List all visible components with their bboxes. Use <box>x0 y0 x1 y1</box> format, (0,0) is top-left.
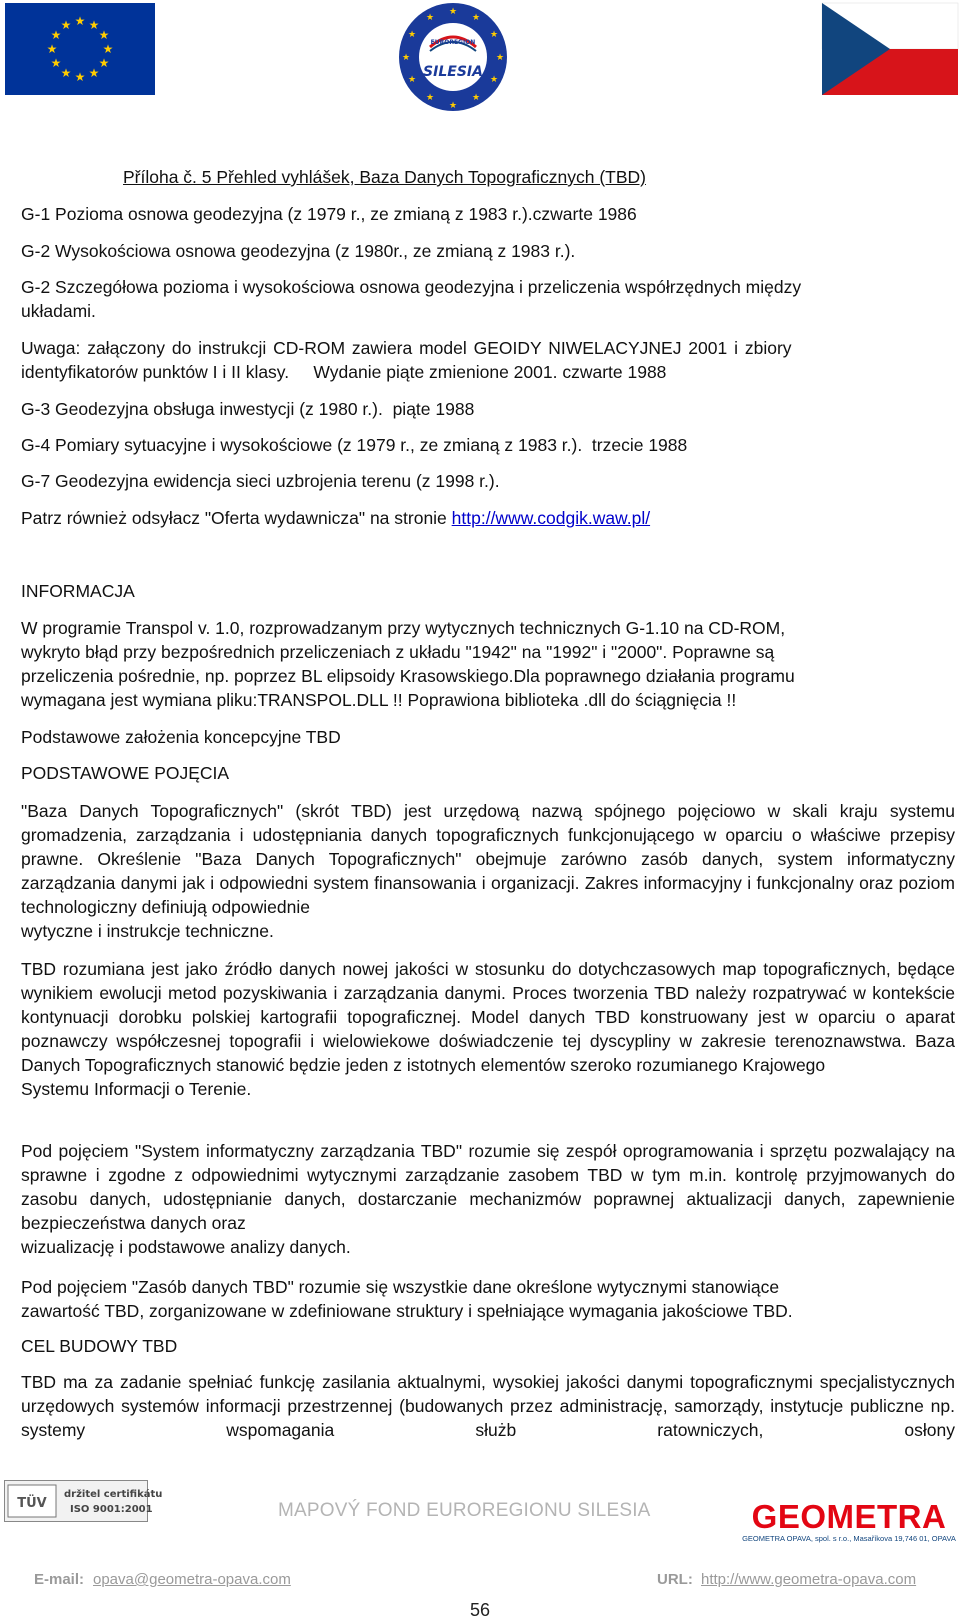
svg-text:GEOMETRA OPAVA, spol. s r.o.,: GEOMETRA OPAVA, spol. s r.o., Masaříkova 19,746 01, OPAVA <box>742 1534 956 1543</box>
svg-text:★: ★ <box>60 18 72 32</box>
informacja-line-3: przeliczenia pośrednie, np. poprzez BL elipsoidy Krasowskiego.Dla poprawnego działania programu <box>21 666 795 686</box>
page-number: 56 <box>470 1600 491 1620</box>
paragraph-tbd-definition <box>21 799 955 943</box>
paragraph-system-body: Pod pojęciem "System informatyczny zarządzania TBD" rozumie się zespół oprogramowania i sprzętu pozwalający na sprawne i zgodne z odpowiednimi wytycznymi zarządzanie zasobem TBD w tym m.in. kontrolę przyjmowanych do zasobu danych, udostępnianie danych, dostarczanie mechanizmów poprawnej aktualizacji danych, zapewnienie bezpieczeństwa danych oraz <box>21 1141 955 1233</box>
list-item-g3: G-3 Geodezyjna obsługa inwestycji (z 1980 r.). piąte 1988 <box>21 399 475 419</box>
svg-text:EUROREGION: EUROREGION <box>430 39 476 46</box>
euroregion-silesia-logo <box>398 2 508 112</box>
footer-email-label: E-mail: <box>34 1571 85 1588</box>
codgik-link[interactable]: http://www.codgik.waw.pl/ <box>451 508 651 528</box>
footer-email-link[interactable]: opava@geometra-opava.com <box>93 1571 291 1588</box>
svg-text:★: ★ <box>50 56 62 70</box>
informacja-line-4: wymagana jest wymiana pliku:TRANSPOL.DLL !! Poprawiona biblioteka .dll do ściągnięcia !! <box>21 690 737 710</box>
svg-text:★: ★ <box>489 30 499 40</box>
tuv-certificate-logo <box>4 1480 163 1522</box>
paragraph-tbd-source <box>21 957 955 1101</box>
see-also-line <box>21 507 650 529</box>
see-also-text: Patrz również odsyłacz "Oferta wydawnicza" na stronie <box>21 508 452 528</box>
footer-url-label: URL: <box>657 1571 693 1588</box>
paragraph-cel <box>21 1370 955 1466</box>
svg-text:★: ★ <box>448 101 458 111</box>
svg-text:★: ★ <box>407 75 417 85</box>
svg-text:★: ★ <box>74 70 86 84</box>
paragraph-system-end: wizualizację i podstawowe analizy danych. <box>21 1237 351 1257</box>
svg-text:★: ★ <box>471 13 481 23</box>
list-item-g1: G-1 Pozioma osnowa geodezyjna (z 1979 r., ze zmianą z 1983 r.).czwarte 1986 <box>21 204 637 224</box>
svg-text:držitel certifikátu: držitel certifikátu <box>64 1489 163 1500</box>
svg-text:TÜV: TÜV <box>17 1496 47 1511</box>
document-title: Příloha č. 5 Přehled vyhlášek, Baza Danych Topograficznych (TBD) <box>123 167 646 187</box>
geometra-logo <box>738 1496 960 1544</box>
svg-text:★: ★ <box>46 42 58 56</box>
svg-text:★: ★ <box>98 28 110 42</box>
svg-text:★: ★ <box>60 66 72 80</box>
list-item-g2-continuation: układami. <box>21 301 96 321</box>
informacja-heading: INFORMACJA <box>21 581 135 601</box>
svg-text:GEOMETRA: GEOMETRA <box>751 1498 947 1535</box>
svg-text:★: ★ <box>471 93 481 103</box>
paragraph-tbd-definition-body: "Baza Danych Topograficznych" (skrót TBD) jest urzędową nazwą spójnego pojęciowo w skali kraju systemu gromadzenia, zarządzania i udostępniania danych topograficznych funkcjonującego w oparciu o właściwe przepisy prawne. Określenie "Baza Danych Topograficznych" obejmuje zarówno zasób danych, system informatyczny zarządzania danymi jak i odpowiedni system finansowania i organizacji. Zakres informacyjny i funkcjonalny oraz poziom technologiczny definiują odpowiednie <box>21 801 955 917</box>
svg-text:★: ★ <box>425 13 435 23</box>
paragraph-cel-body: TBD ma za zadanie spełniać funkcję zasilania aktualnymi, wysokiej jakości danymi topograficznymi specjalistycznych urzędowych systemów informacji przestrzennej (budowanych przez administrację, samorządy, instytucje publiczne np. systemy wspomagania służb ratowniczych, osłony <box>21 1372 955 1440</box>
list-item-g7: G-7 Geodezyjna ewidencja sieci uzbrojenia terenu (z 1998 r.). <box>21 471 500 491</box>
section-heading-zalozenia: Podstawowe założenia koncepcyjne TBD <box>21 727 341 747</box>
svg-text:★: ★ <box>102 42 114 56</box>
paragraph-system <box>21 1139 955 1259</box>
paragraph-zasob <box>21 1275 955 1323</box>
paragraph-tbd-source-body: TBD rozumiana jest jako źródło danych nowej jakości w stosunku do dotychczasowych map topograficznych, będące wynikiem ewolucji metod pozyskiwania i zarządzania danymi. Proces tworzenia TBD należy rozpatrywać w kontekście kontynuacji dorobku polskiej kartografii topograficznej. Model danych TBD konstruowany jest w oparciu o aparat poznawczy współczesnej topografii i wielowiekowe doświadczenie tej dyscypliny w zakresie terenoznawstwa. Baza Danych Topograficznych stanowić będzie jeden z istotnych elementów szeroko rozumianego Krajowego <box>21 959 955 1075</box>
section-heading-pojecia: PODSTAWOWE POJĘCIA <box>21 763 230 783</box>
svg-text:★: ★ <box>401 53 411 63</box>
svg-text:ISO 9001:2001: ISO 9001:2001 <box>70 1504 153 1515</box>
uwaga-line-1: Uwaga: załączony do instrukcji CD-ROM zawiera model GEOIDY NIWELACYJNEJ 2001 i zbiory <box>21 338 792 358</box>
paragraph-tbd-definition-end: wytyczne i instrukcje techniczne. <box>21 921 274 941</box>
list-item-g2-szczegolowa: G-2 Szczegółowa pozioma i wysokościowa osnowa geodezyjna i przeliczenia współrzędnych między <box>21 277 802 297</box>
uwaga-line-2: identyfikatorów punktów I i II klasy. Wydanie piąte zmienione 2001. czwarte 1988 <box>21 362 667 382</box>
informacja-line-2: wykryto błąd przy bezpośrednich przeliczeniach z układu "1942" na "1992" i "2000". Poprawne są <box>21 642 775 662</box>
paragraph-tbd-source-end: Systemu Informacji o Terenie. <box>21 1079 252 1099</box>
svg-text:★: ★ <box>88 66 100 80</box>
svg-text:★: ★ <box>74 14 86 28</box>
paragraph-zasob-body: Pod pojęciem "Zasób danych TBD" rozumie się wszystkie dane określone wytycznymi stanowiące <box>21 1277 780 1297</box>
svg-text:★: ★ <box>407 30 417 40</box>
svg-text:★: ★ <box>425 93 435 103</box>
svg-text:★: ★ <box>495 53 505 63</box>
paragraph-zasob-end: zawartość TBD, zorganizowane w zdefiniowane struktury i spełniające wymagania jakościowe TBD. <box>21 1301 793 1321</box>
list-item-g4: G-4 Pomiary sytuacyjne i wysokościowe (z 1979 r., ze zmianą z 1983 r.). trzecie 1988 <box>21 435 688 455</box>
informacja-line-1: W programie Transpol v. 1.0, rozprowadzanym przy wytycznych technicznych G-1.10 na CD-ROM, <box>21 618 786 638</box>
eu-flag-logo <box>5 3 155 95</box>
svg-text:★: ★ <box>98 56 110 70</box>
svg-text:★: ★ <box>50 28 62 42</box>
svg-text:SILESIA: SILESIA <box>423 64 483 80</box>
czech-flag-logo <box>822 3 958 95</box>
svg-text:★: ★ <box>88 18 100 32</box>
list-item-g2-wysokosciowa: G-2 Wysokościowa osnowa geodezyjna (z 1980r., ze zmianą z 1983 r.). <box>21 241 576 261</box>
svg-text:★: ★ <box>448 7 458 17</box>
section-heading-cel: CEL BUDOWY TBD <box>21 1336 178 1356</box>
footer-center-title: MAPOVÝ FOND EUROREGIONU SILESIA <box>278 1500 651 1521</box>
footer-url-link[interactable]: http://www.geometra-opava.com <box>701 1571 917 1588</box>
svg-text:★: ★ <box>489 75 499 85</box>
